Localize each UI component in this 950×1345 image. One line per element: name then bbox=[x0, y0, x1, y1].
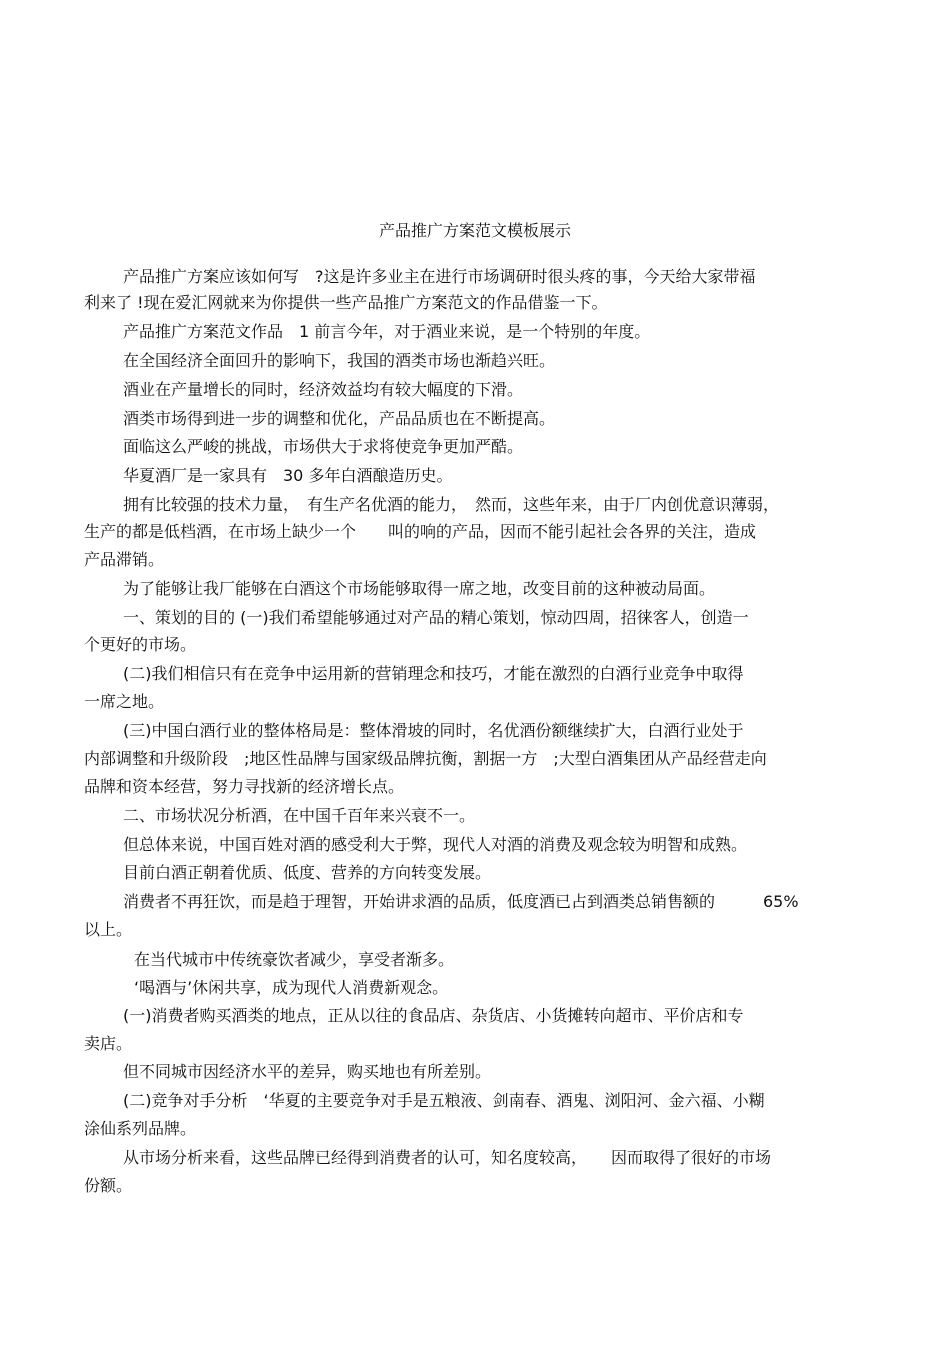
body-line: 消费者不再狂饮，而是趋于理智，开始讲求酒的品质，低度酒已占到酒类总销售额的 65% bbox=[123, 892, 799, 911]
document-title: 产品推广方案范文模板展示 bbox=[378, 221, 571, 240]
body-line: 在全国经济全面回升的影响下，我国的酒类市场也渐趋兴旺。 bbox=[123, 351, 556, 370]
body-line: (一)消费者购买酒类的地点，正从以往的食品店、杂货店、小货摊转向超市、平价店和专 bbox=[123, 1006, 744, 1025]
body-line: 为了能够让我厂能够在白酒这个市场能够取得一席之地，改变目前的这种被动局面。 bbox=[123, 579, 716, 598]
body-line: ‘喝酒与’休闲共享，成为现代人消费新观念。 bbox=[134, 978, 449, 997]
body-line: (二)我们相信只有在竞争中运用新的营销理念和技巧，才能在激烈的白酒行业竞争中取得 bbox=[123, 664, 744, 683]
body-line: 产品推广方案范文作品 1 前言今年，对于酒业来说，是一个特别的年度。 bbox=[123, 322, 651, 341]
body-line: 产品滞销。 bbox=[84, 550, 165, 569]
body-line: 酒类市场得到进一步的调整和优化，产品品质也在不断提高。 bbox=[123, 409, 556, 428]
body-line: 一、策划的目的 (一)我们希望能够通过对产品的精心策划，惊动四周，招徕客人，创造一 bbox=[123, 608, 749, 627]
body-line: (三)中国白酒行业的整体格局是：整体滑坡的同时，名优酒份额继续扩大，白酒行业处于 bbox=[123, 721, 744, 740]
body-line: 在当代城市中传统豪饮者减少，享受者渐多。 bbox=[134, 950, 455, 969]
body-line: 份额。 bbox=[84, 1176, 133, 1195]
body-line: 以上。 bbox=[84, 920, 133, 939]
body-line: 利来了 !现在爱汇网就来为你提供一些产品推广方案范文的作品借鉴一下。 bbox=[84, 293, 608, 312]
body-line: 拥有比较强的技术力量， 有生产名优酒的能力， 然而，这些年来，由于厂内创优意识薄弱， bbox=[123, 495, 780, 514]
body-line: 产品推广方案应该如何写 ?这是许多业主在进行市场调研时很头疼的事，今天给大家带福 bbox=[123, 267, 756, 286]
body-line: 目前白酒正朝着优质、低度、营养的方向转变发展。 bbox=[123, 863, 492, 882]
body-line: 内部调整和升级阶段 ;地区性品牌与国家级品牌抗衡，割据一方 ;大型白酒集团从产品经营走向 bbox=[84, 749, 767, 768]
body-line: 但不同城市因经济水平的差异，购买地也有所差别。 bbox=[123, 1062, 492, 1081]
body-line: 卖店。 bbox=[84, 1034, 133, 1053]
body-line: 个更好的市场。 bbox=[84, 635, 197, 654]
body-line: 涂仙系列品牌。 bbox=[84, 1119, 197, 1138]
body-line: 酒业在产量增长的同时，经济效益均有较大幅度的下滑。 bbox=[123, 380, 524, 399]
body-line: 一席之地。 bbox=[84, 692, 165, 711]
body-line: 二、市场状况分析酒，在中国千百年来兴衰不一。 bbox=[123, 806, 476, 825]
body-line: 但总体来说，中国百姓对酒的感受利大于弊，现代人对酒的消费及观念较为明智和成熟。 bbox=[123, 835, 748, 854]
body-line: 从市场分析来看，这些品牌已经得到消费者的认可，知名度较高， 因而取得了很好的市场 bbox=[123, 1148, 772, 1167]
body-line: 面临这么严峻的挑战，市场供大于求将使竞争更加严酷。 bbox=[123, 437, 524, 456]
body-line: (二)竞争对手分析 ‘华夏的主要竞争对手是五粮液、剑南春、酒鬼、浏阳河、金六福、小糊 bbox=[123, 1091, 765, 1110]
body-line: 华夏酒厂是一家具有 30 多年白酒酿造历史。 bbox=[123, 466, 453, 485]
body-line: 生产的都是低档酒，在市场上缺少一个 叫的响的产品，因而不能引起社会各界的关注，造成 bbox=[84, 522, 757, 541]
body-line: 品牌和资本经营，努力寻找新的经济增长点。 bbox=[84, 777, 405, 796]
